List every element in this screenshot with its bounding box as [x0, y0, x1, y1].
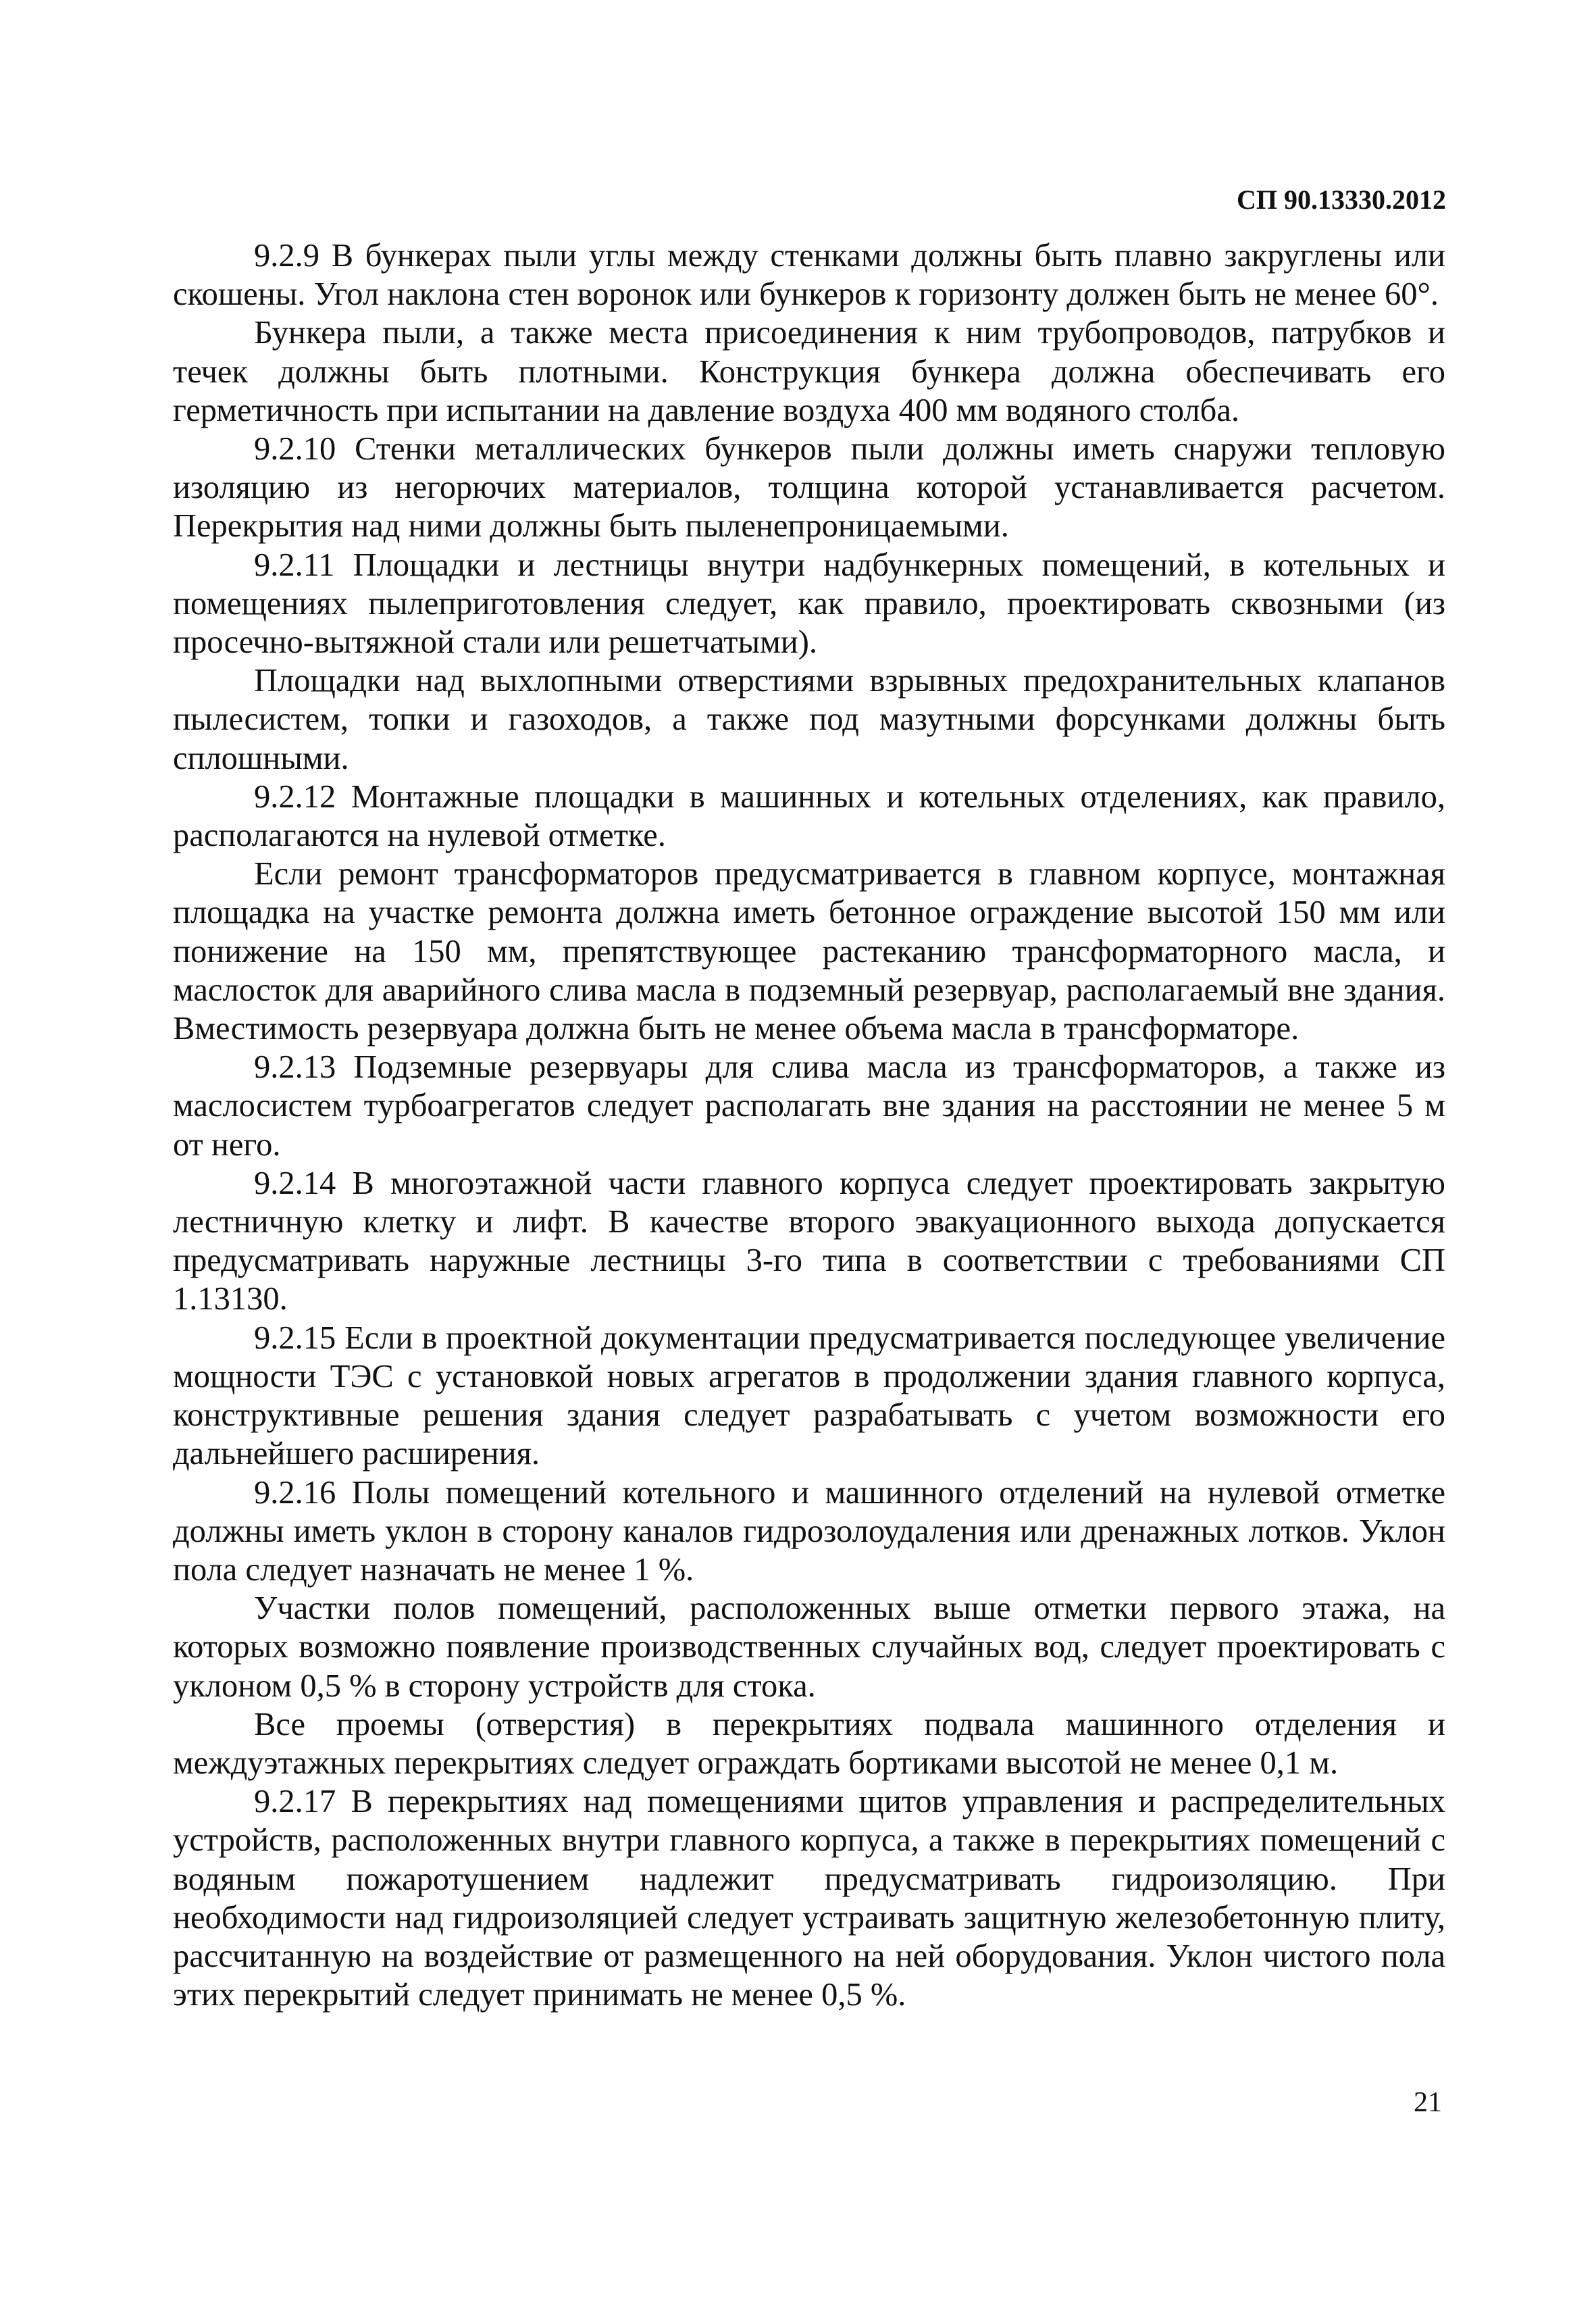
paragraph-9-2-12: 9.2.12 Монтажные площадки в машинных и котельных отделениях, как правило, располагаются на нулевой отметке.: [173, 778, 1445, 854]
document-code-header: СП 90.13330.2012: [1237, 184, 1446, 215]
paragraph-9-2-13: 9.2.13 Подземные резервуары для слива масла из трансформаторов, а также из маслосистем турбоагрегатов следует располагать вне здания на расстоянии не менее 5 м от него.: [173, 1049, 1445, 1163]
paragraph-openings-curbs: Все проемы (отверстия) в перекрытиях подвала машинного отделения и междуэтажных перекрытиях следует ограждать бортиками высотой не менее 0,1 м.: [173, 1706, 1445, 1781]
paragraph-9-2-11: 9.2.11 Площадки и лестницы внутри надбункерных помещений, в котельных и помещениях пылеприготовления следует, как правило, проектировать сквозными (из просечно-вытяжной стали или решетчатыми).: [173, 547, 1445, 661]
paragraph-dust-bunker-sealing: Бункера пыли, а также места присоединения к ним трубопроводов, патрубков и течек должны быть плотными. Конструкция бункера должна обеспечивать его герметичность при испытании на давление воздуха 400 мм водяного столба.: [173, 315, 1445, 428]
page-number: 21: [1414, 2087, 1442, 2118]
paragraph-9-2-16: 9.2.16 Полы помещений котельного и машинного отделений на нулевой отметке должны иметь уклон в сторону каналов гидрозолоудаления или дренажных лотков. Уклон пола следует назначать не менее 1 %.: [173, 1474, 1445, 1588]
paragraph-9-2-17: 9.2.17 В перекрытиях над помещениями щитов управления и распределительных устройств, расположенных внутри главного корпуса, а также в перекрытиях помещений с водяным пожаротушением надлежит предусматривать гидроизоляцию. При необходимости над гидроизоляцией следует устраивать защитную железобетонную плиту, рассчитанную на воздействие от размещенного на ней оборудования. Уклон чистого пола этих перекрытий следует принимать не менее 0,5 %.: [173, 1784, 1445, 2013]
paragraph-solid-platforms: Площадки над выхлопными отверстиями взрывных предохранительных клапанов пылесистем, топки и газоходов, а также под мазутными форсунками должны быть сплошными.: [173, 663, 1445, 776]
paragraph-9-2-14: 9.2.14 В многоэтажной части главного корпуса следует проектировать закрытую лестничную клетку и лифт. В качестве второго эвакуационного выхода допускается предусматривать наружные лестницы 3-го типа в соответствии с требованиями СП 1.13130.: [173, 1165, 1445, 1317]
paragraph-9-2-10: 9.2.10 Стенки металлических бункеров пыли должны иметь снаружи тепловую изоляцию из негорючих материалов, толщина которой устанавливается расчетом. Перекрытия над ними должны быть пыленепроницаемыми.: [173, 431, 1445, 545]
paragraph-9-2-15: 9.2.15 Если в проектной документации предусматривается последующее увеличение мощности ТЭС с установкой новых агрегатов в продолжении здания главного корпуса, конструктивные решения здания следует разрабатывать с учетом возможности его дальнейшего расширения.: [173, 1319, 1445, 1472]
paragraph-floor-slope: Участки полов помещений, расположенных выше отметки первого этажа, на которых возможно появление производственных случайных вод, следует проектировать с уклоном 0,5 % в сторону устройств для стока.: [173, 1590, 1445, 1704]
paragraph-transformer-repair: Если ремонт трансформаторов предусматривается в главном корпусе, монтажная площадка на участке ремонта должна иметь бетонное ограждение высотой 150 мм или понижение на 150 мм, препятствующее растеканию трансформаторного масла, и маслосток для аварийного слива масла в подземный резервуар, располагаемый вне здания. Вместимость резервуара должна быть не менее объема масла в трансформаторе.: [173, 856, 1445, 1047]
paragraph-9-2-9: 9.2.9 В бункерах пыли углы между стенками должны быть плавно закруглены или скошены. Угол наклона стен воронок или бункеров к горизонту должен быть не менее 60°.: [173, 238, 1445, 313]
document-body: [173, 236, 1445, 2014]
